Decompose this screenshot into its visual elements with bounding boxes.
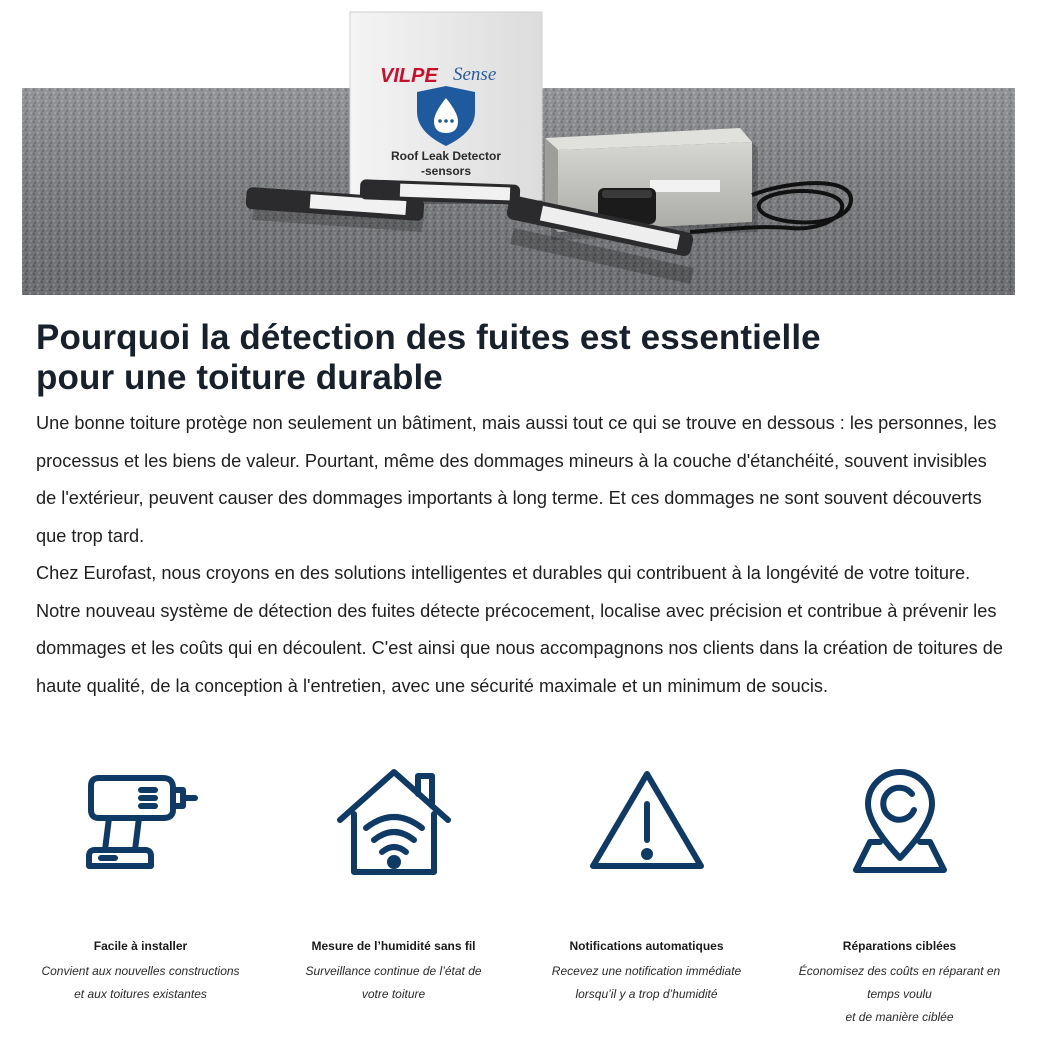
feature-title: Notifications automatiques bbox=[569, 939, 724, 953]
page-title-line1: Pourquoi la détection des fuites est essentielle bbox=[36, 318, 821, 357]
feature-description: Économisez des coûts en réparant en temps voulu et de manière ciblée bbox=[798, 964, 1001, 1024]
feature-easy-install bbox=[14, 760, 267, 1040]
paragraph-eurofast: Chez Eurofast, nous croyons en des solutions intelligentes et durables qui contribuent à la longévité de votre toiture. Notre nouveau système de détection des fuites détecte précocement, localise avec précision et contribue à prévenir les dommages et les coûts qui en découlent. C'est ainsi que nous accompagnons nos clients dans la création de toitures de haute qualité, de la conception à l'entretien, avec une sécurité maximale et un minimum de soucis. bbox=[36, 563, 1003, 696]
box-label-line2: -sensors bbox=[420, 164, 472, 178]
drill-icon bbox=[81, 766, 201, 881]
feature-title: Facile à installer bbox=[93, 939, 188, 953]
feature-description: Surveillance continue de l’état de votre toiture bbox=[305, 964, 482, 1001]
brand-sub-logo: Sense bbox=[453, 64, 497, 85]
feature-wireless-humidity bbox=[267, 760, 520, 1040]
page-title bbox=[36, 318, 996, 398]
wifi-house-icon bbox=[334, 766, 454, 883]
hero-product-photo bbox=[0, 0, 1040, 300]
box-label-line1: Roof Leak Detector bbox=[390, 149, 502, 163]
feature-auto-notifications bbox=[520, 760, 773, 1040]
warning-icon bbox=[587, 766, 707, 881]
paragraph-intro: Une bonne toiture protège non seulement un bâtiment, mais aussi tout ce qui se trouve en dessous : les personnes, les processus et les biens de valeur. Pourtant, même des dommages mineurs à la couche d'étanchéité, souvent invisibles de l'extérieur, peuvent causer des dommages importants à long terme. Et ces dommages ne sont souvent découverts que trop tard. bbox=[36, 413, 997, 546]
feature-title: Mesure de l’humidité sans fil bbox=[311, 939, 476, 953]
article-body bbox=[36, 405, 1011, 705]
feature-title: Réparations ciblées bbox=[842, 939, 957, 953]
features-row bbox=[14, 760, 1026, 1040]
location-pin-icon bbox=[840, 766, 960, 881]
feature-targeted-repairs bbox=[773, 760, 1026, 1040]
feature-description: Convient aux nouvelles constructions et aux toitures existantes bbox=[41, 964, 240, 1001]
page-title-line2: pour une toiture durable bbox=[36, 358, 443, 397]
feature-description: Recevez une notification immédiate lorsqu’il y a trop d’humidité bbox=[551, 964, 742, 1001]
brand-logo: VILPE bbox=[380, 65, 438, 87]
